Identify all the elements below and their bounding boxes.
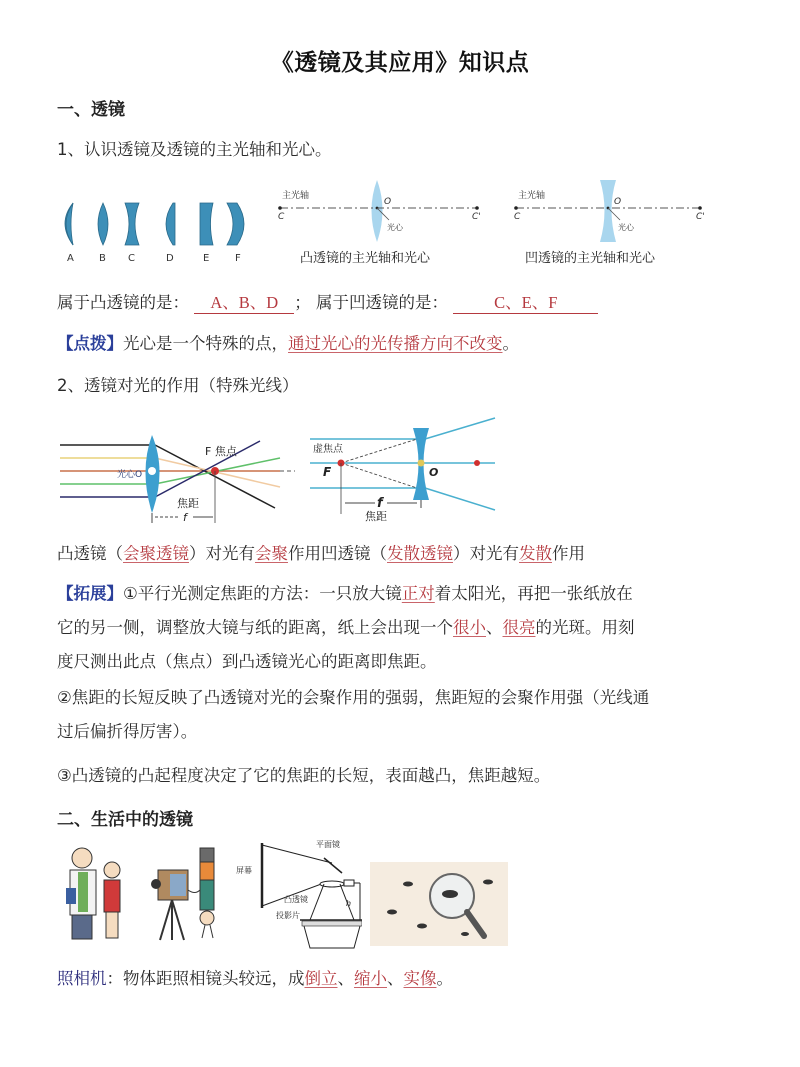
svg-text:O: O <box>384 197 392 207</box>
svg-text:O: O <box>429 466 439 479</box>
extend-point-2-line-1: ②焦距的长短反映了凸透镜对光的会聚作用的强弱，焦距短的会聚作用强（光线通 <box>57 688 650 707</box>
svg-text:F 焦点: F 焦点 <box>205 445 237 458</box>
extend-point-3: ③凸透镜的凸起程度决定了它的焦距的长短，表面越凸，焦距越短。 <box>57 766 551 785</box>
svg-text:O: O <box>614 197 622 207</box>
svg-text:焦距: 焦距 <box>177 497 199 510</box>
camera-line: 照相机：物体距照相镜头较远，成倒立、缩小、实像。 <box>57 969 453 988</box>
svg-text:投影片: 投影片 <box>276 911 300 920</box>
convex-ray-diagram <box>55 425 295 525</box>
lens-label-e: E <box>203 253 210 264</box>
concave-axis-caption: 凹透镜的主光轴和光心 <box>525 251 656 266</box>
extend-point-2-line-2: 过后偏折得厉害）。 <box>57 722 198 741</box>
lens-label-a: A <box>67 253 74 264</box>
extend-line-1: 【拓展】①平行光测定焦距的方法：一只放大镜正对着太阳光，再把一张纸放在 <box>57 584 633 603</box>
lens-label-d: D <box>166 253 174 264</box>
svg-text:h: h <box>346 899 352 908</box>
svg-text:f: f <box>377 496 383 511</box>
item-2-heading: 2、透镜对光的作用（特殊光线） <box>57 376 299 395</box>
svg-text:焦距: 焦距 <box>365 510 387 523</box>
camera-inverted-image-illustration <box>150 840 225 945</box>
lens-label-f: F <box>235 253 241 264</box>
svg-text:虚焦点: 虚焦点 <box>313 444 343 455</box>
camera-tag: 照相机 <box>57 969 107 988</box>
svg-text:凸透镜: 凸透镜 <box>284 895 308 904</box>
svg-text:主光轴: 主光轴 <box>518 191 546 201</box>
svg-text:C': C' <box>696 212 705 222</box>
convex-answer-blank: A、B、D <box>194 289 294 314</box>
lens-shapes-figure <box>55 195 255 270</box>
concave-ray-diagram <box>305 412 505 524</box>
magnifier-ants-illustration <box>370 862 508 946</box>
lens-label-b: B <box>99 253 106 264</box>
svg-text:平面镜: 平面镜 <box>316 840 340 849</box>
section-heading-lens: 一、透镜 <box>57 100 125 120</box>
svg-text:光心O: 光心O <box>117 470 143 480</box>
tip-line: 【点拨】光心是一个特殊的点，通过光心的光传播方向不改变。 <box>57 334 519 353</box>
lens-label-c: C <box>128 253 135 264</box>
extend-line-3: 度尺测出此点（焦点）到凸透镜光心的距离即焦距。 <box>57 652 437 671</box>
tip-tag: 【点拨】 <box>57 334 123 353</box>
concave-answer-blank: C、E、F <box>453 289 598 314</box>
svg-text:C: C <box>514 212 521 222</box>
extend-tag: 【拓展】 <box>57 584 123 603</box>
concave-axis-diagram <box>510 178 710 248</box>
svg-text:C: C <box>278 212 285 222</box>
svg-text:光心: 光心 <box>618 223 634 232</box>
svg-text:C': C' <box>472 212 481 222</box>
convex-axis-caption: 凸透镜的主光轴和光心 <box>300 251 431 266</box>
svg-text:f: f <box>183 511 187 524</box>
lens-effect-line: 凸透镜（会聚透镜）对光有会聚作用凹透镜（发散透镜）对光有发散作用 <box>57 544 585 563</box>
svg-text:F: F <box>323 465 332 479</box>
item-1-heading: 1、认识透镜及透镜的主光轴和光心。 <box>57 140 332 159</box>
classification-line: 属于凸透镜的是： A、B、D ； 属于凹透镜的是： C、E、F <box>57 289 598 314</box>
page-title: 《透镜及其应用》知识点 <box>270 50 530 76</box>
svg-text:光心: 光心 <box>387 223 403 232</box>
extend-line-2: 它的另一侧，调整放大镜与纸的距离，纸上会出现一个很小、很亮的光斑。用刻 <box>57 618 635 637</box>
section-heading-life-lenses: 二、生活中的透镜 <box>57 810 193 830</box>
svg-text:屏幕: 屏幕 <box>236 866 252 875</box>
people-photo-illustration <box>62 840 132 945</box>
tip-highlight: 通过光心的光传播方向不改变 <box>288 334 503 353</box>
projector-diagram <box>232 838 362 950</box>
convex-axis-diagram <box>272 178 487 248</box>
svg-text:主光轴: 主光轴 <box>282 191 310 201</box>
